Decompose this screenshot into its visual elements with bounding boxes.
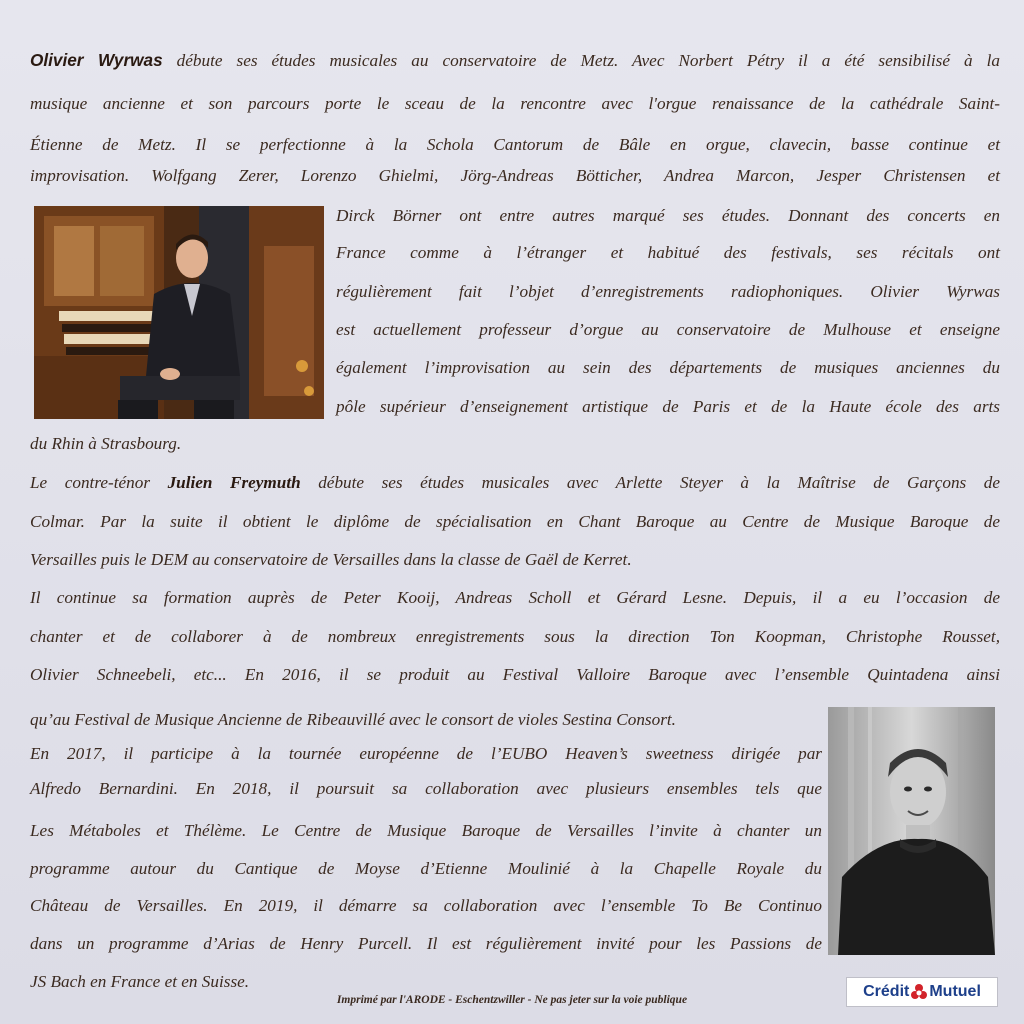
organist-photo	[34, 206, 324, 419]
bio1-wrap-6: pôle supérieur d’enseignement artistique de Paris et de la Haute école des arts	[336, 397, 1000, 416]
bio2-wrap-7: dans un programme d’Arias de Henry Purcell. Il est régulièrement invité pour les Passions de	[30, 934, 822, 953]
credit-mutuel-logo	[846, 977, 998, 1007]
singer-photo	[828, 707, 995, 955]
bio1-last: du Rhin à Strasbourg.	[30, 434, 182, 453]
bio2-line-1: Le contre-ténor Julien Freymuth débute ses études musicales avec Arlette Steyer à la Maîtrise de Garçons de	[30, 473, 1001, 492]
bio2-line-4: Il continue sa formation auprès de Peter Kooij, Andreas Scholl et Gérard Lesne. Depuis, il a eu l’occasion de	[30, 588, 1000, 607]
bio1-line-1: Olivier Wyrwas débute ses études musicales au conservatoire de Metz. Avec Norbert Pétry il a été sensibilisé à la	[30, 50, 1000, 70]
bio1-name: Olivier Wyrwas	[30, 50, 163, 70]
bio2-wrap-8: JS Bach en France et en Suisse.	[30, 972, 250, 991]
bio2-wrap-3: Alfredo Bernardini. En 2018, il poursuit sa collaboration avec plusieurs ensembles tels que	[30, 779, 822, 798]
bio1-line-4: improvisation. Wolfgang Zerer, Lorenzo Ghielmi, Jörg-Andreas Bötticher, Andrea Marcon, Jesper Christensen et	[30, 166, 1000, 185]
bio2-line-6: Olivier Schneebeli, etc... En 2016, il se produit au Festival Valloire Baroque avec l’ensemble Quintadena ainsi	[30, 665, 1000, 684]
logo-mark-icon	[910, 983, 928, 1001]
bio2-line-5: chanter et de collaborer à de nombreux enregistrements sous la direction Ton Koopman, Christophe Rousset,	[30, 627, 1000, 646]
bio1-wrap-1: Dirck Börner ont entre autres marqué ses études. Donnant des concerts en	[336, 206, 1000, 225]
bio2-wrap-1: qu’au Festival de Musique Ancienne de Ribeauvillé avec le consort de violes Sestina Consort.	[30, 710, 676, 729]
bio2-name: Julien Freymuth	[167, 473, 301, 492]
bio1-wrap-4: est actuellement professeur d’orgue au conservatoire de Mulhouse et enseigne	[336, 320, 1000, 339]
print-credit: Imprimé par l'ARODE - Eschentzwiller - Ne pas jeter sur la voie publique	[336, 994, 688, 1006]
organ-image	[34, 206, 324, 419]
bio2-line-2: Colmar. Par la suite il obtient le diplôme de spécialisation en Chant Baroque au Centre de Musique Baroque de	[30, 512, 1000, 531]
bio1-wrap-2: France comme à l’étranger et habitué des festivals, ses récitals ont	[336, 243, 1000, 262]
bio2-line-3: Versailles puis le DEM au conservatoire de Versailles dans la classe de Gaël de Kerret.	[30, 550, 632, 569]
bio2-wrap-5: programme autour du Cantique de Moyse d’Etienne Moulinié à la Chapelle Royale du	[30, 859, 822, 878]
bio1-line-3: Étienne de Metz. Il se perfectionne à la Schola Cantorum de Bâle en orgue, clavecin, basse continue et	[30, 135, 1000, 154]
bio1-wrap-5: également l’improvisation au sein des départements de musiques anciennes du	[336, 358, 1000, 377]
bio1-wrap-3: régulièrement fait l’objet d’enregistrements radiophoniques. Olivier Wyrwas	[336, 282, 1000, 301]
logo-text-right: Mutuel	[929, 983, 981, 1000]
bio1-line-2: musique ancienne et son parcours porte le sceau de la rencontre avec l'orgue renaissance de la cathédrale Saint-	[30, 94, 1000, 113]
bio2-wrap-6: Château de Versailles. En 2019, il démarre sa collaboration avec l’ensemble To Be Continuo	[30, 896, 822, 915]
portrait-image	[828, 707, 995, 955]
bio2-wrap-4: Les Métaboles et Thélème. Le Centre de Musique Baroque de Versailles l’invite à chanter un	[30, 821, 822, 840]
logo-text-left: Crédit	[863, 983, 910, 1000]
bio2-wrap-2: En 2017, il participe à la tournée européenne de l’EUBO Heaven’s sweetness dirigée par	[30, 744, 822, 763]
